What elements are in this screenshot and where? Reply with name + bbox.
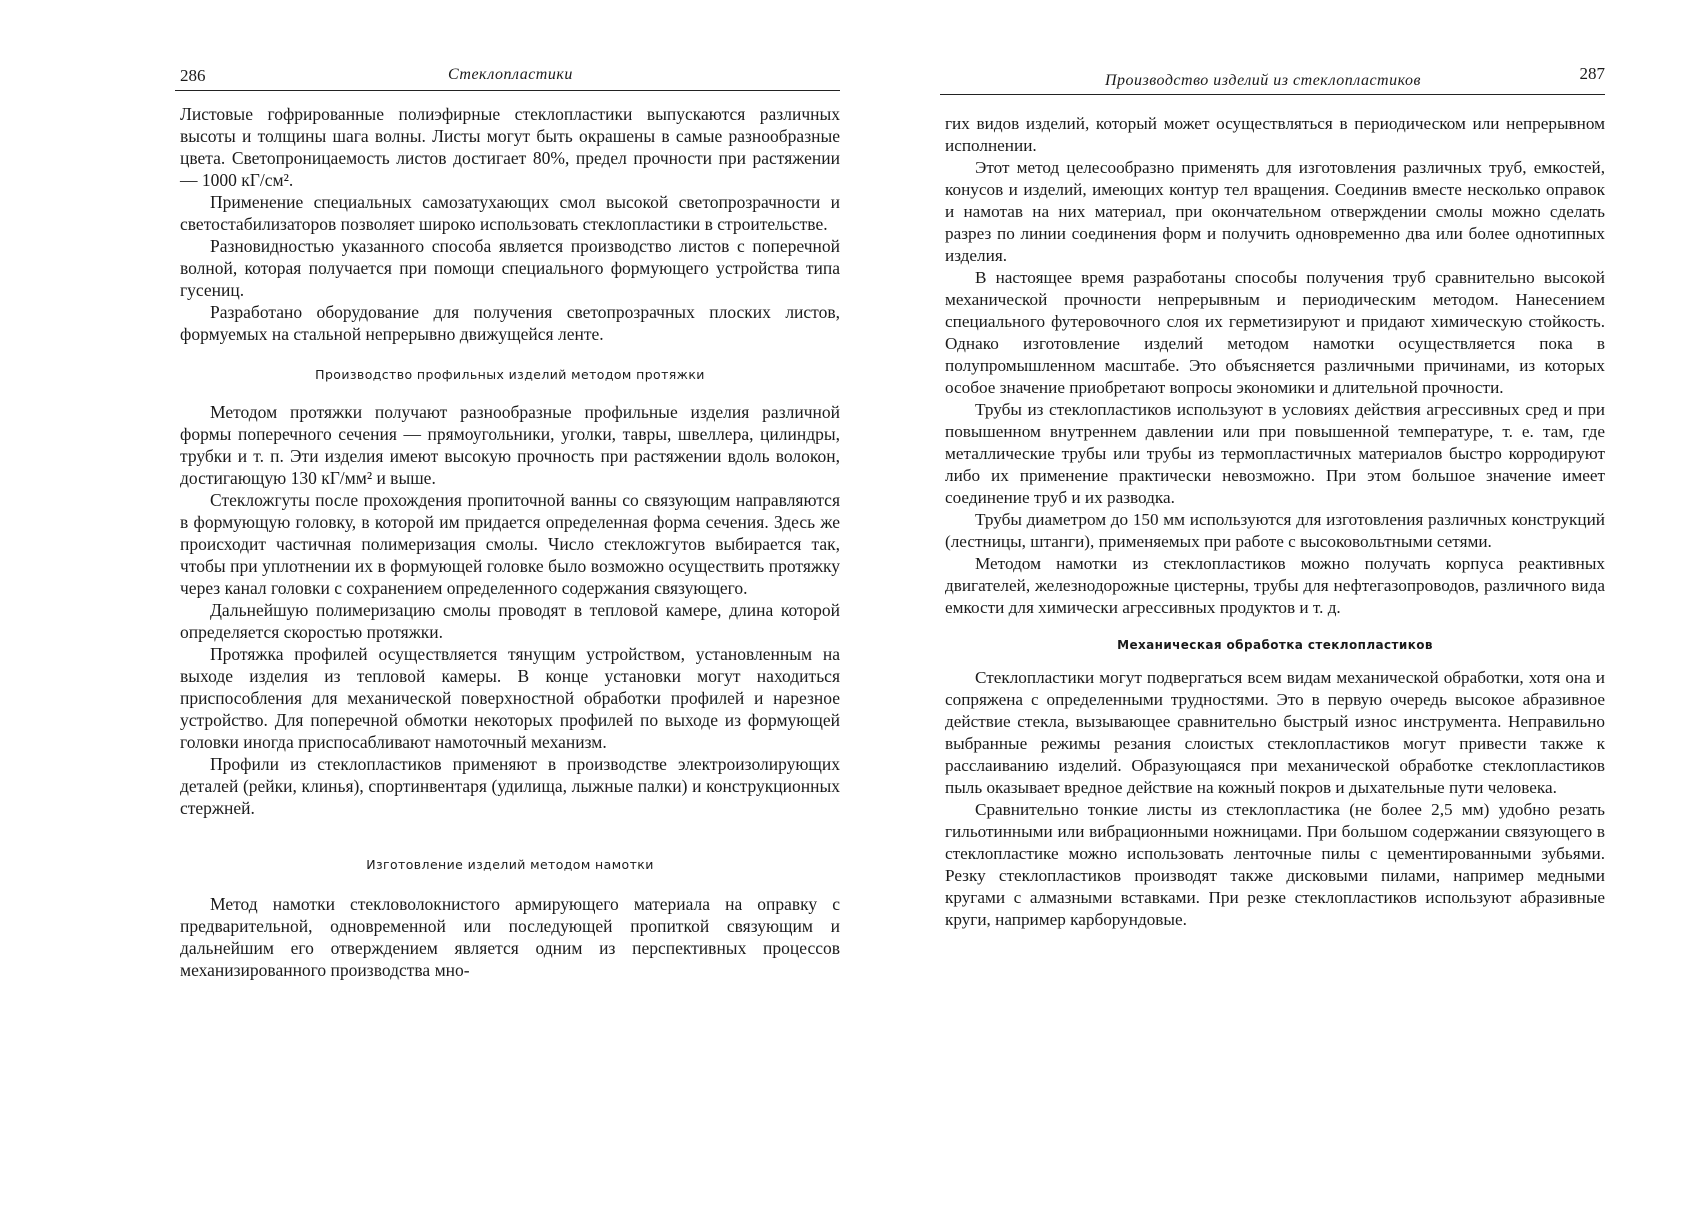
paragraph: Разработано оборудование для получения светопрозрачных плоских листов, формуемых на стальной непрерывно движущейся ленте. <box>180 302 840 344</box>
section-heading: Изготовление изделий методом намотки <box>366 857 654 872</box>
paragraph: Сравнительно тонкие листы из стеклопластика (не более 2,5 мм) удобно резать гильотинными или вибрационными ножницами. При большом содержании связующего в стеклопластике можно использовать ленточные пилы с цементированными зубьями. Резку стеклопластиков производят также дисковыми пилами, например медными кругами с алмазными вставками. При резке стеклопластиков используют абразивные круги, например карборундовые. <box>945 800 1605 929</box>
page-body <box>945 113 1605 931</box>
paragraph: Методом намотки из стеклопластиков можно получать корпуса реактивных двигателей, железнодорожные цистерны, трубы для нефтегазопроводов, различного вида емкости для химически агрессивных продуктов и т. д. <box>945 554 1605 617</box>
page-body <box>180 103 840 981</box>
section-heading: Механическая обработка стеклопластиков <box>1117 638 1433 652</box>
header-rule <box>175 90 840 91</box>
running-title: Производство изделий из стеклопластиков <box>1105 72 1421 89</box>
paragraph: Применение специальных самозатухающих смол высокой светопрозрачности и светостабилизаторов позволяет широко использовать стеклопластики в строительстве. <box>180 192 840 234</box>
paragraph: Профили из стеклопластиков применяют в производстве электроизолирующих деталей (рейки, клинья), спортинвентаря (удилища, лыжные палки) и конструкционных стержней. <box>180 754 840 818</box>
page-header <box>945 64 1605 92</box>
running-title: Стеклопластики <box>448 66 573 83</box>
paragraph: Листовые гофрированные полиэфирные стеклопластики выпускаются различных высоты и толщины шага волны. Листы могут быть окрашены в самые разнообразные цвета. Светопроницаемость листов достигает 80%, предел прочности при растяжении — 1000 кГ/см². <box>180 104 840 190</box>
paragraph: Разновидностью указанного способа является производство листов с поперечной волной, которая получается при помощи специального формующего устройства типа гусениц. <box>180 236 840 300</box>
paragraph: Трубы из стеклопластиков используют в условиях действия агрессивных сред и при повышенном внутреннем давлении или при повышенной температуре, т. е. там, где металлические трубы или трубы из термопластичных материалов быстро корродируют либо их применение практически невозможно. При этом большое значение имеет соединение труб и их разводка. <box>945 400 1605 507</box>
paragraph: Этот метод целесообразно применять для изготовления различных труб, емкостей, конусов и изделий, имеющих контур тел вращения. Соединив вместе несколько оправок и намотав на них материал, при окончательном отверждении смолы можно сделать разрез по линии соединения форм и получить одновременно два или более однотипных изделия. <box>945 158 1605 265</box>
paragraph: Стекложгуты после прохождения пропиточной ванны со связующим направляются в формующую головку, в которой им придается определенная форма сечения. Здесь же происходит частичная полимеризация смолы. Число стекложгутов выбирается так, чтобы при уплотнении их в формующей головке было возможно осуществить протяжку через канал головки с сохранением определенного содержания связующего. <box>180 490 840 598</box>
section-heading: Производство профильных изделий методом протяжки <box>315 367 705 382</box>
page-number: 286 <box>180 66 206 85</box>
paragraph: Стеклопластики могут подвергаться всем видам механической обработки, хотя она и сопряжена с определенными трудностями. Это в первую очередь высокое абразивное действие стекла, вызывающее сравнительно быстрый износ инструмента. Неправильно выбранные режимы резания слоистых стеклопластиков могут привести также к расслаиванию изделий. Образующаяся при механической обработке стеклопластиков пыль оказывает вредное действие на кожный покров и дыхательные пути человека. <box>945 668 1605 797</box>
page-number: 287 <box>1579 64 1605 83</box>
paragraph: Протяжка профилей осуществляется тянущим устройством, установленным на выходе изделия из тепловой камеры. В конце установки могут находиться приспособления для механической поверхностной обработки профилей и нарезное устройство. Для поперечной обмотки некоторых профилей по выходе из формующей головки иногда приспосабливают намоточный механизм. <box>180 644 840 752</box>
page-header <box>180 64 840 92</box>
paragraph: Трубы диаметром до 150 мм используются для изготовления различных конструкций (лестницы, штанги), применяемых при работе с высоковольтными сетями. <box>945 510 1605 551</box>
paragraph: Методом протяжки получают разнообразные профильные изделия различной формы поперечного сечения — прямоугольники, уголки, тавры, швеллера, цилиндры, трубки и т. п. Эти изделия имеют высокую прочность при растяжении вдоль волокон, достигающую 130 кГ/мм² и выше. <box>180 402 840 488</box>
paragraph: В настоящее время разработаны способы получения труб сравнительно высокой механической прочности непрерывным и периодическим методом. Нанесением специального футеровочного слоя их герметизируют и придают химическую стойкость. Однако изготовление изделий методом намотки осуществляется пока в полупромышленном масштабе. Это объясняется различными причинами, из которых особое значение приобретают вопросы экономики и длительной прочности. <box>945 268 1605 397</box>
header-rule <box>940 94 1605 95</box>
paragraph: Метод намотки стекловолокнистого армирующего материала на оправку с предварительной, одновременной или последующей пропиткой связующим и дальнейшим его отверждением является одним из перспективных процессов механизированного производства мно- <box>180 894 840 980</box>
paragraph: Дальнейшую полимеризацию смолы проводят в тепловой камере, длина которой определяется скоростью протяжки. <box>180 600 840 642</box>
paragraph: гих видов изделий, который может осуществляться в периодическом или непрерывном исполнении. <box>945 114 1605 155</box>
